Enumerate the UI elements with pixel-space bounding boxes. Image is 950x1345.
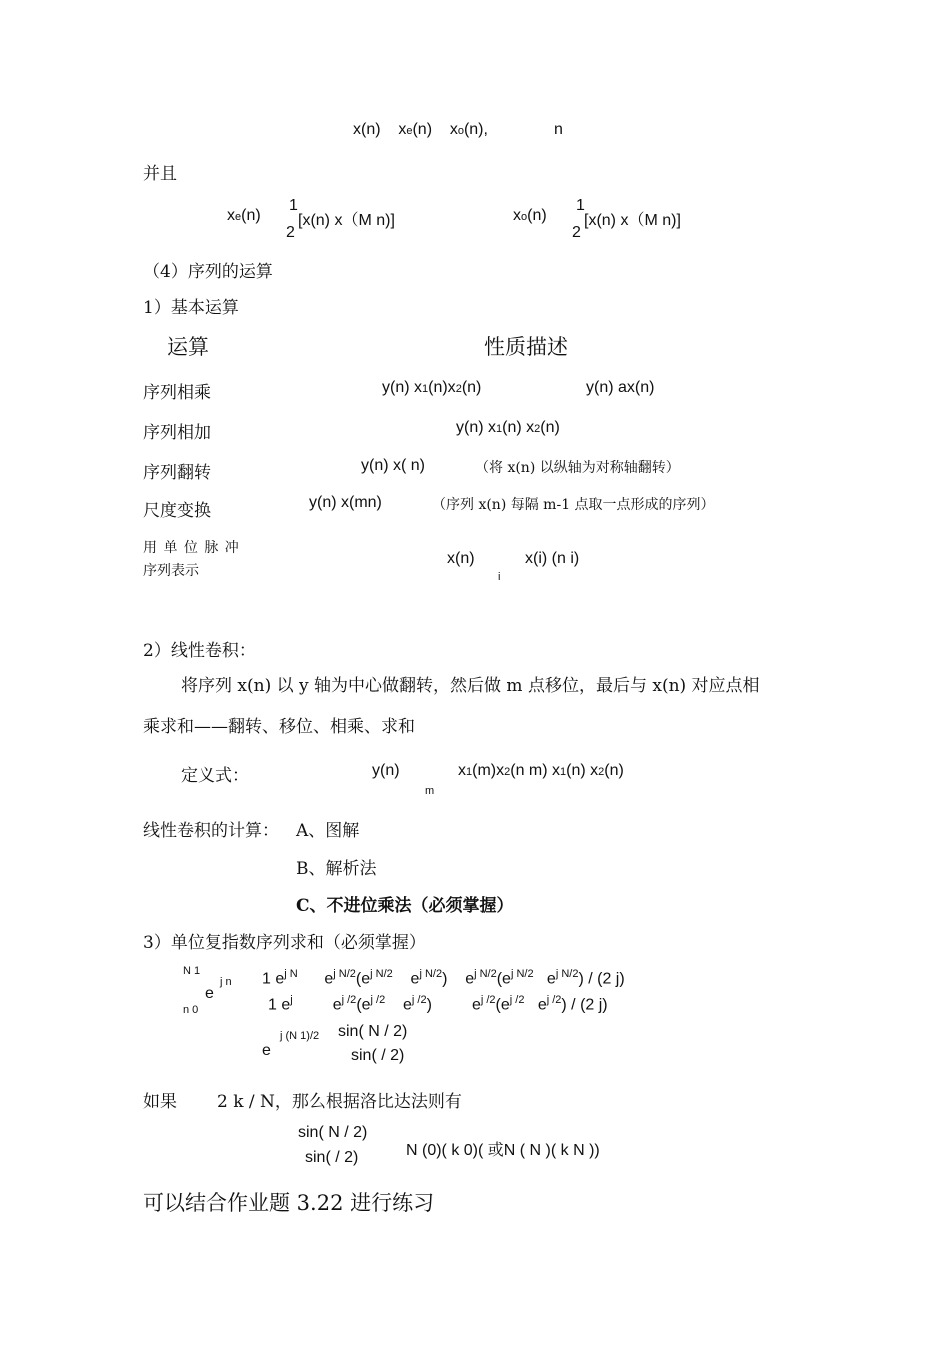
calc-method-c: C、不进位乘法（必须掌握）	[296, 896, 514, 916]
row-add-formula: y(n) x1(n) x2(n)	[456, 419, 560, 436]
row-impulse-name-2: 序列表示	[143, 563, 199, 579]
eq-even-lhs: xe(n)	[227, 207, 261, 224]
table-head-description: 性质描述	[484, 335, 568, 359]
row-scale-note: （序列 x(n) 每隔 m-1 点取一点形成的序列）	[432, 497, 715, 513]
subheading-complex-exp-sum: 3）单位复指数序列求和（必须掌握）	[143, 933, 426, 953]
row-add-name: 序列相加	[143, 423, 211, 443]
sum-line1: 1 $e^{j N}$ $e^{j N/2}(e^{j N/2}$ $e^{j N/2}$) $e^{j N/2}(e^{j N/2}$ $e^{j N/2}) / (2$ j)	[262, 968, 625, 988]
row-impulse-sum-index: i	[498, 571, 501, 583]
row-flip-formula: y(n) x( n)	[361, 457, 425, 474]
eq-even-frac-num: 1	[289, 197, 298, 214]
eq-decomposition: x(n) xe(n) xo(n),	[353, 121, 488, 138]
row-flip-note: （将 x(n) 以纵轴为对称轴翻转）	[475, 460, 680, 476]
row-multiply-name: 序列相乘	[143, 383, 211, 403]
definition-label: 定义式：	[181, 766, 249, 786]
sum-line3-num: sin( N / 2)	[338, 1023, 408, 1040]
eq-odd-lhs: xo(n)	[513, 207, 547, 224]
table-head-operation: 运算	[167, 335, 209, 359]
sum-line3-exp: j (N 1)/2	[280, 1030, 320, 1042]
lhopital-den: sin( / 2)	[305, 1149, 359, 1166]
row-impulse-name-1: 用 单 位 脉 冲	[143, 540, 240, 556]
text-bingqie: 并且	[143, 164, 177, 184]
row-flip-name: 序列翻转	[143, 463, 211, 483]
sum-base-e: e	[205, 985, 214, 1002]
definition-sum-index: m	[425, 785, 435, 797]
ruguo-label: 如果	[143, 1092, 177, 1112]
lhopital-num: sin( N / 2)	[298, 1124, 368, 1141]
subheading-basic-ops: 1）基本运算	[143, 298, 239, 318]
convolution-paragraph-2: 乘求和——翻转、移位、相乘、求和	[143, 717, 415, 737]
row-impulse-formula-lhs: x(n)	[447, 550, 475, 567]
eq-odd-frac-num: 1	[576, 197, 585, 214]
calc-label: 线性卷积的计算：	[143, 821, 279, 841]
sum-lower-limit: n 0	[183, 1004, 199, 1016]
definition-rhs: x1(m)x2(n m) x1(n) x2(n)	[458, 762, 624, 779]
calc-method-a: A、图解	[296, 821, 360, 841]
eq-odd-rhs: [x(n) x（M n)]	[584, 212, 681, 229]
sum-line2: 1 $e^j$ $e^{j /2}(e^{j /2}$ $e^{j /2}$) $e^{j /2}(e^{j /2}$ $e^{j /2}) / (2$ j)	[268, 994, 608, 1014]
calc-method-b: B、解析法	[296, 859, 377, 879]
sum-base-exp: j n	[220, 976, 232, 988]
row-scale-formula: y(n) x(mn)	[309, 494, 382, 511]
row-impulse-formula-rhs: x(i) (n i)	[525, 550, 580, 567]
row-multiply-formula: y(n) x1(n)x2(n)	[382, 379, 482, 396]
section-heading-4: （4）序列的运算	[143, 262, 273, 282]
sum-upper-limit: N 1	[183, 965, 201, 977]
row-multiply-formula-2: y(n) ax(n)	[586, 379, 655, 396]
sum-line3-e: e	[262, 1042, 271, 1059]
final-note: 可以结合作业题 3.22 进行练习	[143, 1191, 435, 1215]
eq-odd-frac-den: 2	[572, 224, 581, 241]
lhopital-rest: N (0)( k 0)( 或N ( N )( k N ))	[406, 1142, 600, 1159]
eq-even-frac-den: 2	[286, 224, 295, 241]
definition-lhs: y(n)	[372, 762, 400, 779]
eq-decomposition-n: n	[554, 121, 563, 138]
sum-line3-den: sin( / 2)	[351, 1047, 405, 1064]
subheading-convolution: 2）线性卷积：	[143, 641, 256, 661]
ruguo-expr: 2 k / N，那么根据洛比达法则有	[217, 1092, 462, 1112]
row-scale-name: 尺度变换	[143, 501, 211, 521]
eq-even-rhs: [x(n) x（M n)]	[298, 212, 395, 229]
convolution-paragraph-1: 将序列 x(n) 以 y 轴为中心做翻转，然后做 m 点移位，最后与 x(n) 对应点相	[181, 676, 760, 696]
